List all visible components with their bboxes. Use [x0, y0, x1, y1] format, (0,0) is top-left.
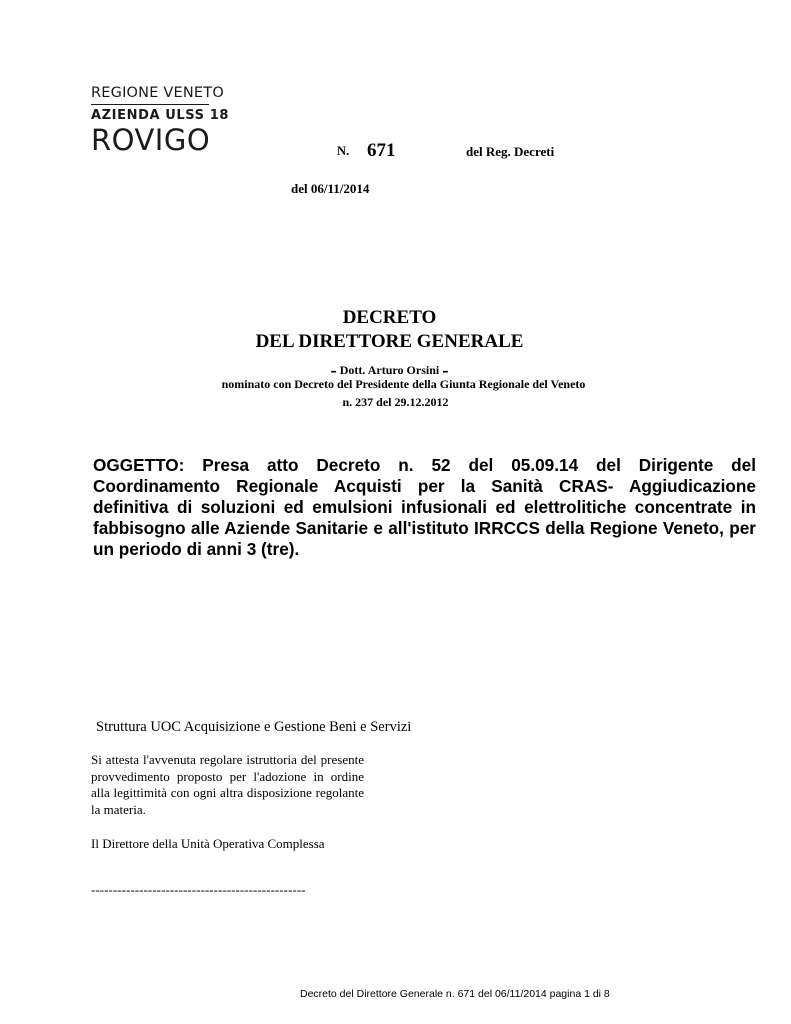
document-subtitle: DEL DIRETTORE GENERALE: [255, 331, 524, 352]
page-footer: Decreto del Direttore Generale n. 671 del 06/11/2014 pagina 1 di 8: [300, 988, 610, 1000]
logo-divider: [91, 104, 209, 105]
responsible-structure: Struttura UOC Acquisizione e Gestione Beni e Servizi: [96, 719, 412, 735]
logo-city-text: ROVIGO: [91, 123, 211, 158]
logo-azienda-text: AZIENDA ULSS 18: [91, 108, 230, 124]
director-name: Dott. Arturo Orsini: [339, 363, 440, 377]
decree-number-label: N.: [337, 144, 350, 158]
attestation-paragraph: Si attesta l'avvenuta regolare istruttoria del presente provvedimento proposto per l'adozione in ordine alla legittimità con ogni altra disposizione regolante la materia.: [91, 752, 364, 817]
logo-region-text: REGIONE VENETO: [91, 85, 224, 101]
regione-veneto-logo: [91, 84, 230, 158]
decree-date: del 06/11/2014: [291, 181, 370, 196]
decree-subject: OGGETTO: Presa atto Decreto n. 52 del 05.09.14 del Dirigente del Coordinamento Regionale Acquisti per la Sanità CRAS- Aggiudicazione definitiva di soluzioni ed emulsioni infusionali ed elettrolitiche concentrate in fabbisogno alle Aziende Sanitarie e all'istituto IRRCCS della Regione Veneto, per un periodo di anni 3 (tre).: [93, 455, 756, 559]
dash-right: -: [442, 360, 449, 381]
decree-number-value: 671: [367, 140, 396, 161]
appointment-text: nominato con Decreto del Presidente della Giunta Regionale del Veneto: [221, 377, 586, 391]
signature-line: -------------------------------------------------: [91, 882, 306, 897]
signatory-role: Il Direttore della Unità Operativa Complessa: [91, 836, 325, 851]
appointment-reference: n. 237 del 29.12.2012: [342, 395, 449, 409]
dash-left: -: [330, 360, 337, 381]
document-title: DECRETO: [342, 307, 437, 328]
register-label: del Reg. Decreti: [466, 144, 555, 159]
